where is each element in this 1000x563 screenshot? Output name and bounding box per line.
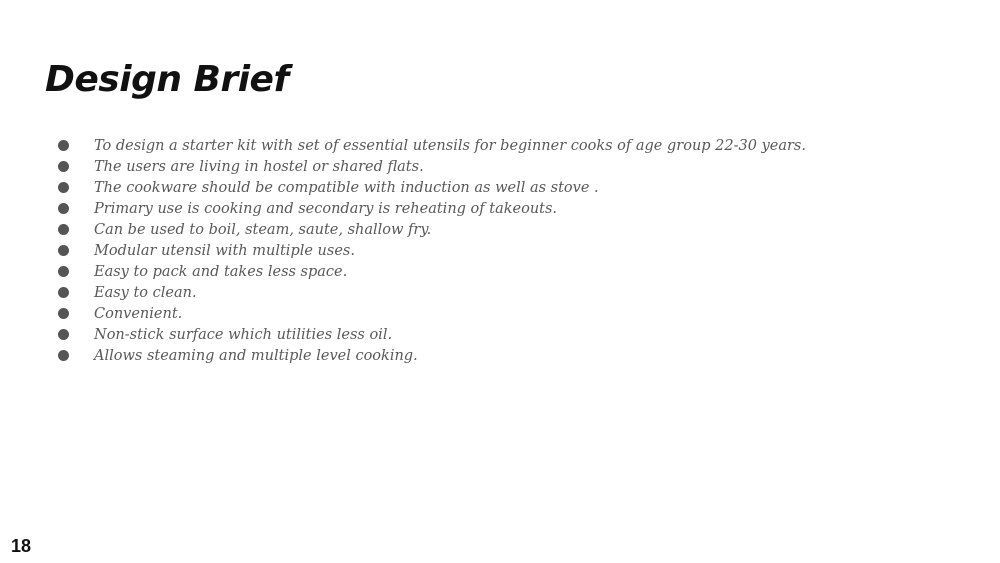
- bullet-icon: [58, 287, 69, 298]
- list-item: [58, 346, 958, 367]
- list-item: [58, 178, 958, 199]
- bullet-list: [58, 136, 958, 367]
- bullet-text: Primary use is cooking and secondary is reheating of takeouts.: [94, 201, 558, 217]
- list-item: [58, 220, 958, 241]
- list-item: [58, 241, 958, 262]
- slide-title: Design Brief: [45, 59, 289, 100]
- page-number: 18: [11, 536, 32, 556]
- list-item: [58, 325, 958, 346]
- bullet-text: Convenient.: [94, 306, 183, 322]
- bullet-text: Easy to clean.: [94, 285, 197, 301]
- bullet-text: Easy to pack and takes less space.: [94, 264, 348, 280]
- bullet-text: Non-stick surface which utilities less oil.: [94, 327, 393, 343]
- bullet-text: The cookware should be compatible with induction as well as stove .: [94, 180, 599, 196]
- bullet-icon: [58, 266, 69, 277]
- bullet-text: To design a starter kit with set of essential utensils for beginner cooks of age group 22-30 years.: [94, 138, 806, 154]
- bullet-icon: [58, 182, 69, 193]
- bullet-icon: [58, 140, 69, 151]
- bullet-icon: [58, 308, 69, 319]
- bullet-icon: [58, 350, 69, 361]
- list-item: [58, 283, 958, 304]
- bullet-icon: [58, 203, 69, 214]
- list-item: [58, 199, 958, 220]
- bullet-icon: [58, 329, 69, 340]
- list-item: [58, 136, 958, 157]
- list-item: [58, 157, 958, 178]
- bullet-icon: [58, 245, 69, 256]
- bullet-text: Can be used to boil, steam, saute, shallow fry.: [94, 222, 432, 238]
- bullet-text: Allows steaming and multiple level cooking.: [94, 348, 418, 364]
- list-item: [58, 304, 958, 325]
- bullet-text: Modular utensil with multiple uses.: [94, 243, 355, 259]
- list-item: [58, 262, 958, 283]
- bullet-icon: [58, 224, 69, 235]
- bullet-icon: [58, 161, 69, 172]
- bullet-text: The users are living in hostel or shared flats.: [94, 159, 424, 175]
